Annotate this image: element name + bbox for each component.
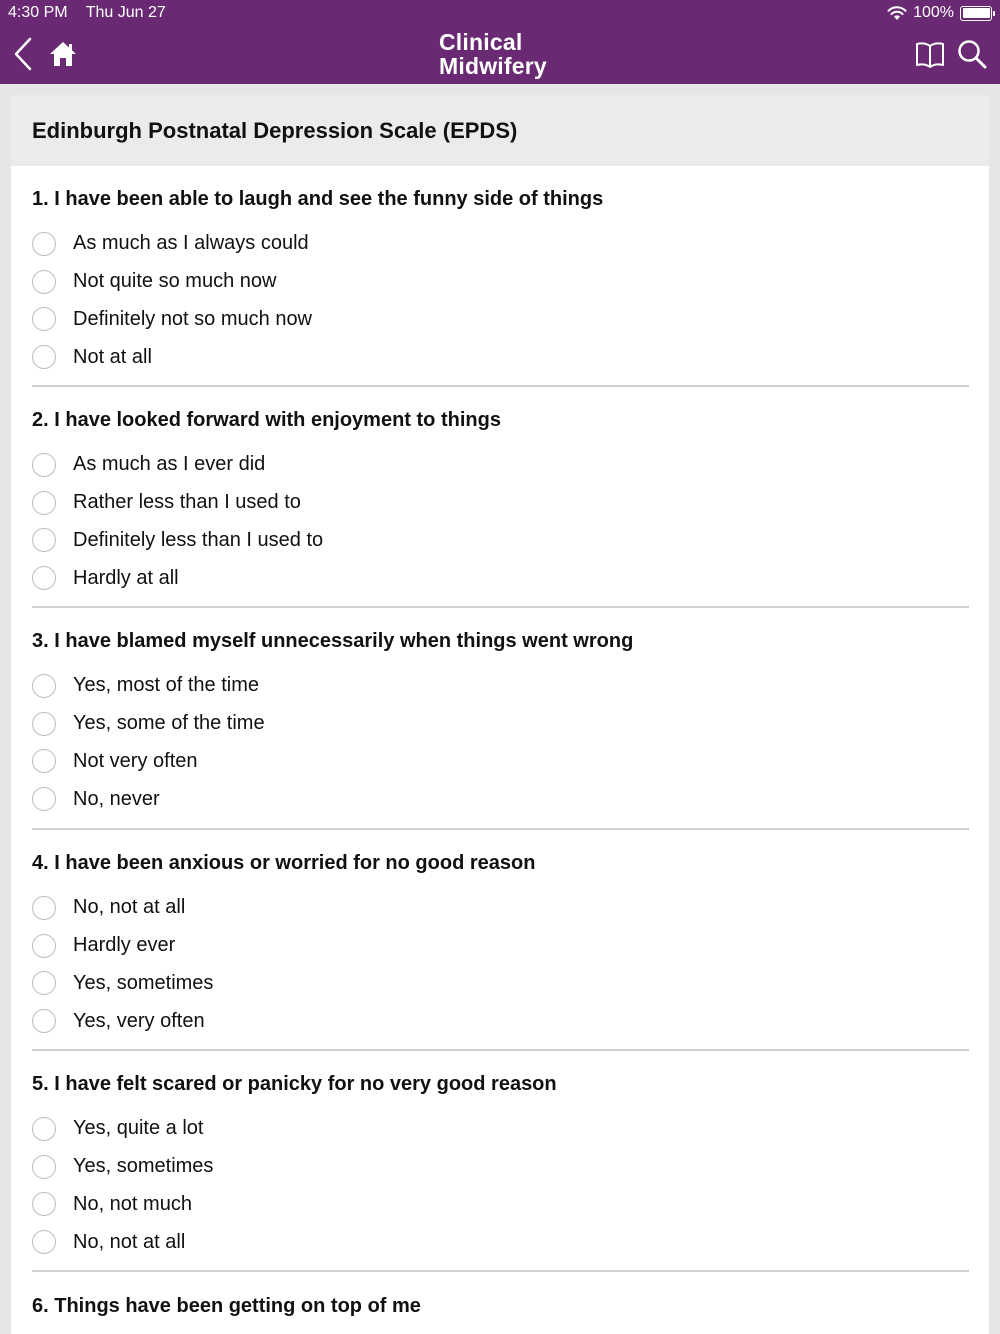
answer-label: No, not much [73, 1192, 192, 1215]
battery-icon [960, 6, 992, 21]
answer-option[interactable] [32, 1148, 969, 1186]
radio-button[interactable] [32, 787, 56, 811]
question-text: 2. I have looked forward with enjoyment to things [32, 409, 501, 431]
answer-label: As much as I always could [73, 232, 309, 255]
answer-options [32, 225, 969, 376]
page-title: Edinburgh Postnatal Depression Scale (EPDS) [32, 117, 518, 143]
answer-option[interactable] [32, 965, 969, 1003]
radio-button[interactable] [32, 971, 56, 995]
radio-button[interactable] [32, 1117, 56, 1141]
battery-fill [963, 8, 990, 18]
question-2 [32, 408, 969, 597]
radio-button[interactable] [32, 528, 56, 552]
answer-label: Hardly ever [73, 934, 176, 957]
answer-label: Not at all [73, 345, 152, 368]
search-icon[interactable] [956, 38, 988, 70]
top-navigation-bar [0, 0, 1000, 84]
divider [32, 1049, 969, 1051]
answer-option[interactable] [32, 743, 969, 781]
question-4 [32, 851, 969, 1040]
radio-button[interactable] [32, 749, 56, 773]
questionnaire-card [11, 95, 989, 1334]
answer-label: Yes, quite a lot [73, 1117, 204, 1140]
radio-button[interactable] [32, 345, 56, 369]
radio-button[interactable] [32, 1009, 56, 1033]
radio-button[interactable] [32, 307, 56, 331]
battery-percent: 100% [913, 4, 954, 21]
brand-logo [439, 30, 547, 78]
answer-options [32, 1110, 969, 1261]
answer-label: Definitely less than I used to [73, 528, 324, 551]
divider [32, 1270, 969, 1272]
answer-option[interactable] [32, 338, 969, 376]
answer-option[interactable] [32, 225, 969, 263]
card-header [11, 95, 989, 166]
brand-line-2: Midwifery [439, 53, 547, 79]
answer-option[interactable] [32, 301, 969, 339]
radio-button[interactable] [32, 270, 56, 294]
radio-button[interactable] [32, 453, 56, 477]
answer-options [32, 667, 969, 818]
radio-button[interactable] [32, 712, 56, 736]
radio-button[interactable] [32, 232, 56, 256]
wifi-icon [887, 6, 907, 21]
answer-label: Rather less than I used to [73, 491, 301, 514]
answer-option[interactable] [32, 484, 969, 522]
home-icon[interactable] [48, 40, 78, 68]
status-bar-right [887, 4, 992, 22]
answer-option[interactable] [32, 522, 969, 560]
radio-button[interactable] [32, 896, 56, 920]
radio-button[interactable] [32, 934, 56, 958]
question-1 [32, 187, 969, 376]
status-time: 4:30 PM [8, 4, 68, 21]
question-text: 3. I have blamed myself unnecessarily when things went wrong [32, 630, 634, 652]
back-chevron-icon[interactable] [10, 36, 38, 72]
radio-button[interactable] [32, 491, 56, 515]
answer-option[interactable] [32, 1223, 969, 1261]
answer-option[interactable] [32, 446, 969, 484]
answer-label: Not quite so much now [73, 270, 277, 293]
answer-label: As much as I ever did [73, 453, 266, 476]
answer-label: Hardly at all [73, 566, 179, 589]
book-icon[interactable] [914, 40, 946, 70]
question-6 [32, 1294, 969, 1318]
answer-option[interactable] [32, 667, 969, 705]
status-bar-left [8, 4, 180, 22]
answer-label: Yes, sometimes [73, 1155, 214, 1178]
radio-button[interactable] [32, 1230, 56, 1254]
radio-button[interactable] [32, 674, 56, 698]
radio-button[interactable] [32, 1192, 56, 1216]
divider [32, 385, 969, 387]
question-3 [32, 629, 969, 818]
answer-label: No, not at all [73, 1230, 186, 1253]
answer-option[interactable] [32, 1002, 969, 1040]
question-5 [32, 1072, 969, 1261]
answer-label: No, never [73, 787, 160, 810]
answer-label: Not very often [73, 749, 198, 772]
answer-option[interactable] [32, 780, 969, 818]
answer-options [32, 889, 969, 1040]
answer-label: No, not at all [73, 896, 186, 919]
radio-button[interactable] [32, 1155, 56, 1179]
answer-option[interactable] [32, 559, 969, 597]
question-text: 6. Things have been getting on top of me [32, 1295, 421, 1317]
answer-label: Yes, sometimes [73, 971, 214, 994]
radio-button[interactable] [32, 566, 56, 590]
answer-option[interactable] [32, 263, 969, 301]
answer-option[interactable] [32, 705, 969, 743]
question-text: 5. I have felt scared or panicky for no very good reason [32, 1073, 557, 1095]
answer-options [32, 446, 969, 597]
answer-label: Yes, very often [73, 1009, 205, 1032]
answer-option[interactable] [32, 889, 969, 927]
answer-option[interactable] [32, 1110, 969, 1148]
brand-line-1: Clinical [439, 29, 523, 55]
answer-option[interactable] [32, 927, 969, 965]
divider [32, 828, 969, 830]
divider [32, 606, 969, 608]
answer-label: Definitely not so much now [73, 307, 313, 330]
status-date: Thu Jun 27 [85, 4, 166, 21]
question-text: 4. I have been anxious or worried for no good reason [32, 852, 536, 874]
answer-label: Yes, some of the time [73, 712, 265, 735]
answer-option[interactable] [32, 1186, 969, 1224]
question-text: 1. I have been able to laugh and see the funny side of things [32, 188, 604, 210]
answer-label: Yes, most of the time [73, 674, 260, 697]
